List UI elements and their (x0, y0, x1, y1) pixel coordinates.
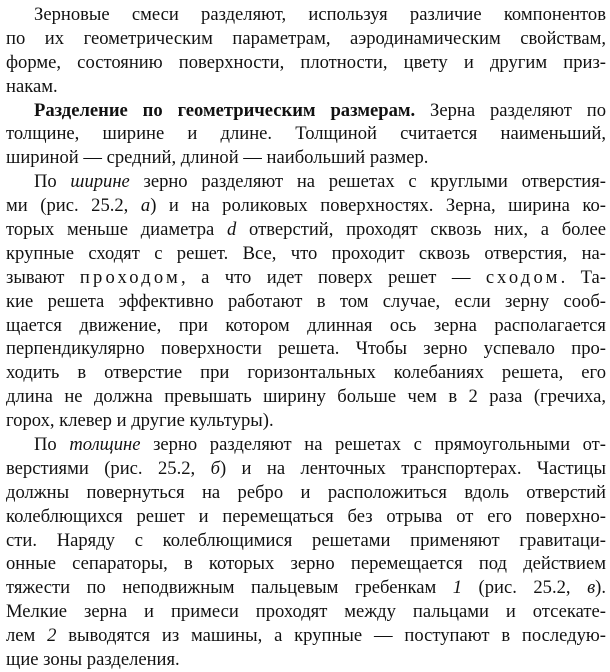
text-run: перпендикулярно поверхности решета. Чтобы зерно успевало про- (6, 338, 606, 360)
spaced-term: сходом (485, 266, 561, 288)
italic-term: а (140, 195, 151, 217)
intro-paragraph (6, 3, 606, 99)
text-run: зывают (6, 266, 80, 288)
text-run: выводятся из машины, а крупные — поступают в последую- (56, 625, 606, 647)
text-line (6, 290, 606, 314)
text-line (6, 552, 606, 576)
text-line (6, 409, 606, 433)
italic-term: 1 (452, 577, 463, 599)
text-line (6, 433, 606, 457)
text-line (6, 146, 606, 170)
text-run: ) и на роликовых поверхностях. Зерна, ширина ко- (150, 195, 606, 217)
thickness-paragraph (6, 433, 606, 672)
text-line (6, 505, 606, 529)
text-run: шириной — средний, длиной — наибольший размер. (6, 147, 429, 169)
text-run: накам. (6, 75, 58, 97)
text-run: горох, клевер и другие культуры). (6, 410, 274, 432)
bold-heading: Разделение по геометрическим размерам. (34, 99, 416, 121)
italic-term: в (587, 577, 596, 599)
text-run: должны повернуться на ребро и расположиться вдоль отверстий (6, 481, 606, 503)
text-line (6, 99, 606, 123)
text-run: ). (595, 577, 606, 599)
text-line (6, 457, 606, 481)
text-run: По (34, 434, 70, 456)
text-line (6, 242, 606, 266)
text-line (6, 27, 606, 51)
document-page (6, 3, 606, 671)
text-run: торых меньше диаметра (6, 219, 228, 241)
italic-term: ширине (70, 171, 130, 193)
text-run: форме, состоянию поверхности, плотности, цвету и другим приз- (6, 51, 606, 73)
italic-term: d (227, 219, 237, 241)
text-line (6, 266, 606, 290)
text-line (6, 75, 606, 99)
text-line (6, 122, 606, 146)
text-line (6, 337, 606, 361)
text-line (6, 3, 606, 27)
text-run: длина не должна превышать ширину больше чем в 2 раза (гречиха, (6, 386, 606, 408)
text-line (6, 361, 606, 385)
italic-term: толщине (69, 434, 141, 456)
text-run: толщине, ширине и длине. Толщиной считается наименьший, (6, 123, 606, 145)
text-run: зерно разделяют на решетах с прямоугольными от- (140, 434, 606, 456)
text-line (6, 600, 606, 624)
text-run: Мелкие зерна и примеси проходят между пальцами и отсекате- (6, 601, 606, 623)
text-run: колеблющихся решет и перемещаться без отрыва от его поверхно- (6, 505, 606, 527)
italic-term: б (210, 457, 220, 479)
text-run: зерно разделяют на решетах с круглыми отверстия- (129, 171, 606, 193)
text-run: верстиями (рис. 25.2, (6, 457, 211, 479)
text-line (6, 218, 606, 242)
text-line (6, 481, 606, 505)
text-line (6, 576, 606, 600)
italic-term: 2 (47, 625, 57, 647)
text-run: ходить в отверстие при горизонтальных колебаниях решета, его (6, 362, 606, 384)
text-run: ) и на ленточных транспортерах. Частицы (219, 457, 606, 479)
text-line (6, 314, 606, 338)
text-run: лем (6, 625, 48, 647)
text-run: (рис. 25.2, (462, 577, 588, 599)
text-line (6, 51, 606, 75)
text-run: По (34, 171, 71, 193)
text-run: сти. Наряду с колеблющимися решетами применяют гравитаци- (6, 529, 606, 551)
text-run: ми (рис. 25.2, (6, 195, 141, 217)
text-line (6, 194, 606, 218)
text-line (6, 648, 606, 672)
text-run: отверстий, проходят сквозь них, а более (236, 219, 606, 241)
text-line (6, 624, 606, 648)
geometric-size-paragraph (6, 99, 606, 171)
text-run: кие решета эффективно работают в том случае, если зерну сооб- (6, 290, 606, 312)
text-run: . Та- (560, 266, 606, 288)
text-line (6, 385, 606, 409)
text-run: онные сепараторы, в которых зерно перемещается под действием (6, 553, 606, 575)
text-run: Зерна разделяют по (415, 99, 606, 121)
text-run: Зерновые смеси разделяют, используя различие компонентов (34, 4, 606, 25)
text-run: , а что идет поверх решет — (181, 266, 486, 288)
spaced-term: проходом (79, 266, 182, 288)
text-run: по их геометрическим параметрам, аэродинамическим свойствам, (6, 27, 606, 49)
text-run: тяжести по неподвижным пальцевым гребенкам (6, 577, 453, 599)
text-run: крупные сходят с решет. Все, что проходит сквозь отверстия, на- (6, 242, 606, 264)
text-run: щие зоны разделения. (6, 649, 180, 671)
width-paragraph (6, 170, 606, 433)
text-line (6, 170, 606, 194)
text-line (6, 529, 606, 553)
text-run: щается движение, при котором длинная ось зерна располагается (6, 314, 606, 336)
